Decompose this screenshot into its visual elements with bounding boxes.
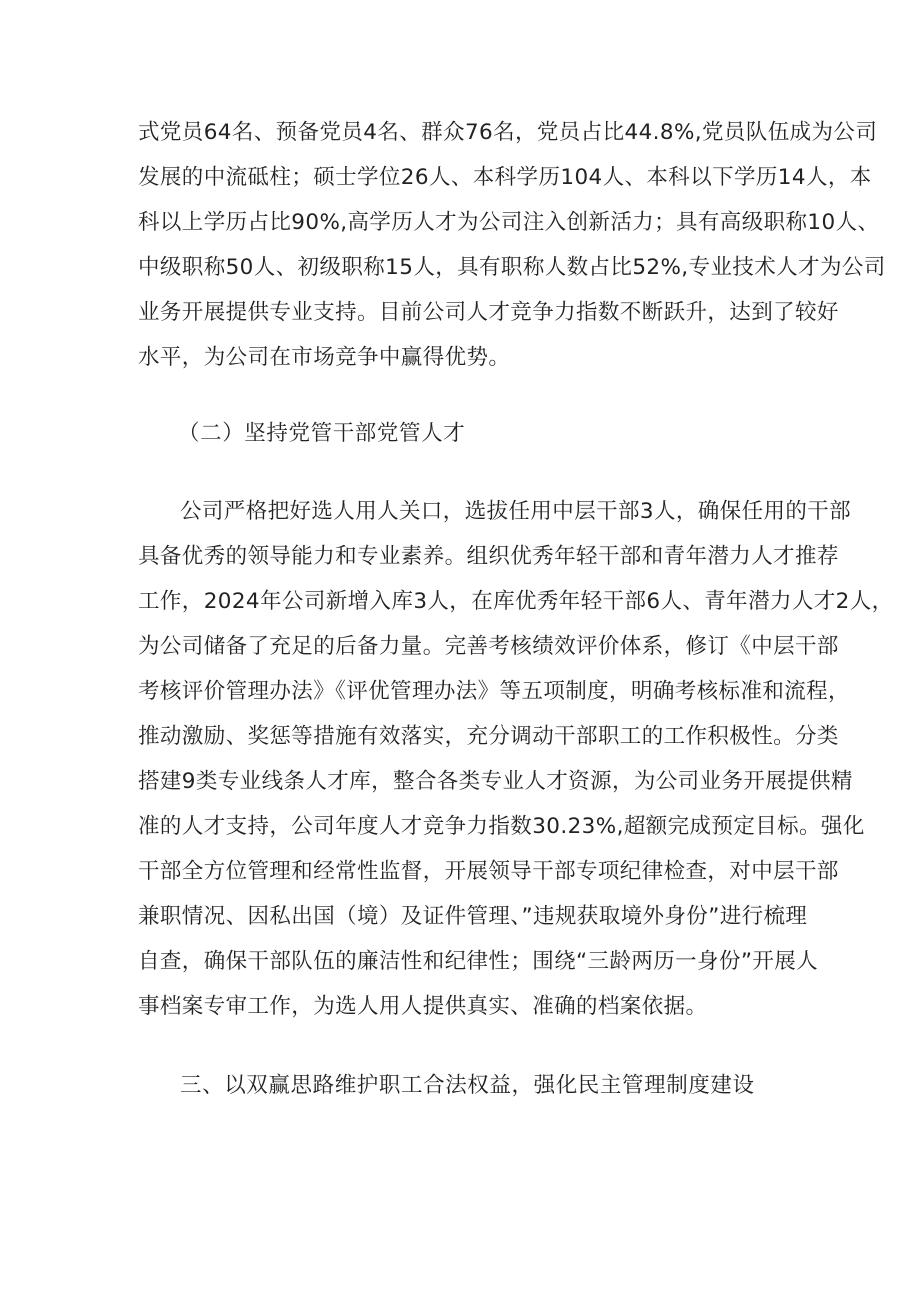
paragraph-2-line-2: 具备优秀的领导能力和专业素养。组织优秀年轻干部和青年潜力人才推荐: [138, 544, 839, 569]
paragraph-1-line-6: 水平，为公司在市场竞争中赢得优势。: [138, 345, 511, 370]
subheading: （二）坚持党管干部党管人才: [178, 421, 466, 446]
paragraph-1-line-5: 业务开展提供专业支持。目前公司人才竞争力指数不断跃升，达到了较好: [138, 300, 839, 325]
paragraph-1-line-2: 发展的中流砥柱；硕士学位26人、本科学历104人、本科以下学历14人，本: [138, 165, 872, 190]
paragraph-2-line-11: 自查，确保干部队伍的廉洁性和纪律性；围绕“三龄两历一身份”开展人: [138, 949, 819, 974]
paragraph-2-line-7: 搭建9类专业线条人才库，整合各类专业人才资源，为公司业务开展提供精: [138, 769, 853, 794]
paragraph-2-line-9: 干部全方位管理和经常性监督，开展领导干部专项纪律检查，对中层干部: [138, 859, 839, 884]
paragraph-1-line-3: 科以上学历占比90%,高学历人才为公司注入创新活力；具有高级职称10人、: [138, 210, 880, 235]
paragraph-2-line-12: 事档案专审工作，为选人用人提供真实、准确的档案依据。: [138, 994, 708, 1019]
paragraph-2-line-6: 推动激励、奖惩等措施有效落实，充分调动干部职工的工作积极性。分类: [138, 724, 839, 749]
paragraph-2-line-1: 公司严格把好选人用人关口，选拔任用中层干部3人，确保任用的干部: [180, 499, 852, 524]
paragraph-1-line-4: 中级职称50人、初级职称15人，具有职称人数占比52%,专业技术人才为公司: [138, 255, 886, 280]
paragraph-1-line-1: 式党员64名、预备党员4名、群众76名，党员占比44.8%,党员队伍成为公司: [138, 120, 878, 145]
paragraph-2-line-5: 考核评价管理办法》《评优管理办法》等五项制度，明确考核标准和流程，: [138, 679, 850, 704]
section-heading: 三、以双赢思路维护职工合法权益，强化民主管理制度建设: [180, 1073, 755, 1098]
paragraph-2-line-8: 准的人才支持，公司年度人才竞争力指数30.23%,超额完成预定目标。强化: [138, 814, 865, 839]
paragraph-2-line-10: 兼职情况、因私出国（境）及证件管理、”违规获取境外身份”进行梳理: [138, 904, 808, 929]
paragraph-2-line-4: 为公司储备了充足的后备力量。完善考核绩效评价体系，修订《中层干部: [138, 634, 839, 659]
paragraph-2-line-3: 工作，2024年公司新增入库3人，在库优秀年轻干部6人、青年潜力人才2人，: [138, 589, 894, 614]
